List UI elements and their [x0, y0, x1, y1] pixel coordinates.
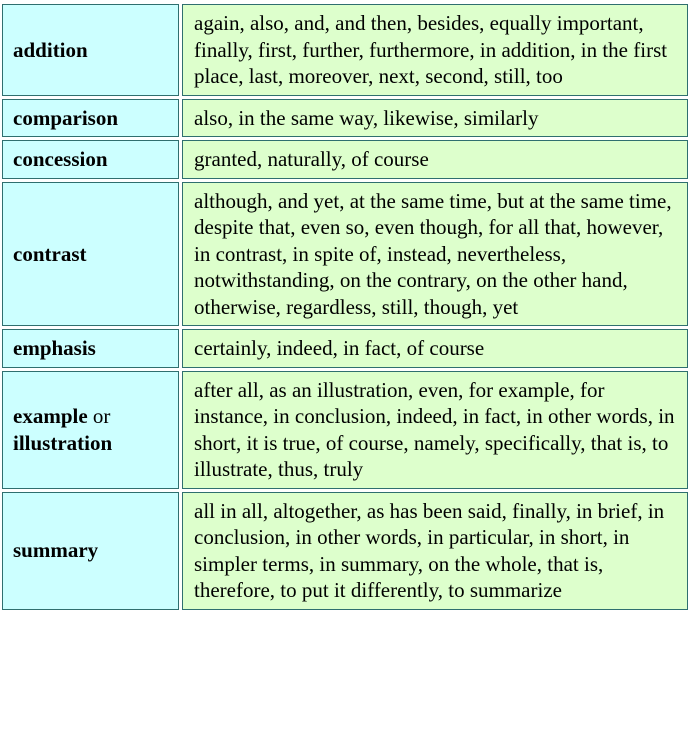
type-label: example	[13, 404, 88, 428]
words-cell: again, also, and, and then, besides, equally important, finally, first, further, furthermore, in addition, in the first place, last, moreover, next, second, still, too	[182, 4, 688, 96]
type-cell	[2, 182, 179, 327]
type-label: emphasis	[13, 336, 96, 360]
type-cell	[2, 4, 179, 96]
table-row	[2, 492, 688, 610]
type-cell	[2, 329, 179, 368]
type-label: illustration	[13, 430, 113, 455]
type-label-joiner: or	[92, 404, 111, 428]
type-label: concession	[13, 147, 108, 171]
table-row	[2, 99, 688, 138]
type-label: addition	[13, 37, 88, 62]
type-cell	[2, 492, 179, 610]
type-cell	[2, 99, 179, 138]
type-label: comparison	[13, 105, 118, 130]
table-row	[2, 4, 688, 96]
type-cell	[2, 140, 179, 179]
table-row	[2, 182, 688, 327]
words-cell: certainly, indeed, in fact, of course	[182, 329, 688, 368]
type-cell	[2, 371, 179, 489]
transitions-table	[0, 1, 689, 613]
table-row	[2, 140, 688, 179]
words-cell: although, and yet, at the same time, but at the same time, despite that, even so, even though, for all that, however, in contrast, in spite of, instead, nevertheless, notwithstanding, on the contrary, on the other hand, otherwise, regardless, still, though, yet	[182, 182, 688, 327]
words-cell: all in all, altogether, as has been said, finally, in brief, in conclusion, in other words, in particular, in short, in simpler terms, in summary, on the whole, that is, therefore, to put it differently, to summarize	[182, 492, 688, 610]
words-cell: also, in the same way, likewise, similarly	[182, 99, 688, 138]
type-label: contrast	[13, 241, 87, 266]
words-cell: granted, naturally, of course	[182, 140, 688, 179]
words-cell: after all, as an illustration, even, for example, for instance, in conclusion, indeed, in fact, in other words, in short, it is true, of course, namely, specifically, that is, to illustrate, thus, truly	[182, 371, 688, 489]
table-row	[2, 371, 688, 489]
table-row	[2, 329, 688, 368]
type-label: summary	[13, 538, 99, 563]
